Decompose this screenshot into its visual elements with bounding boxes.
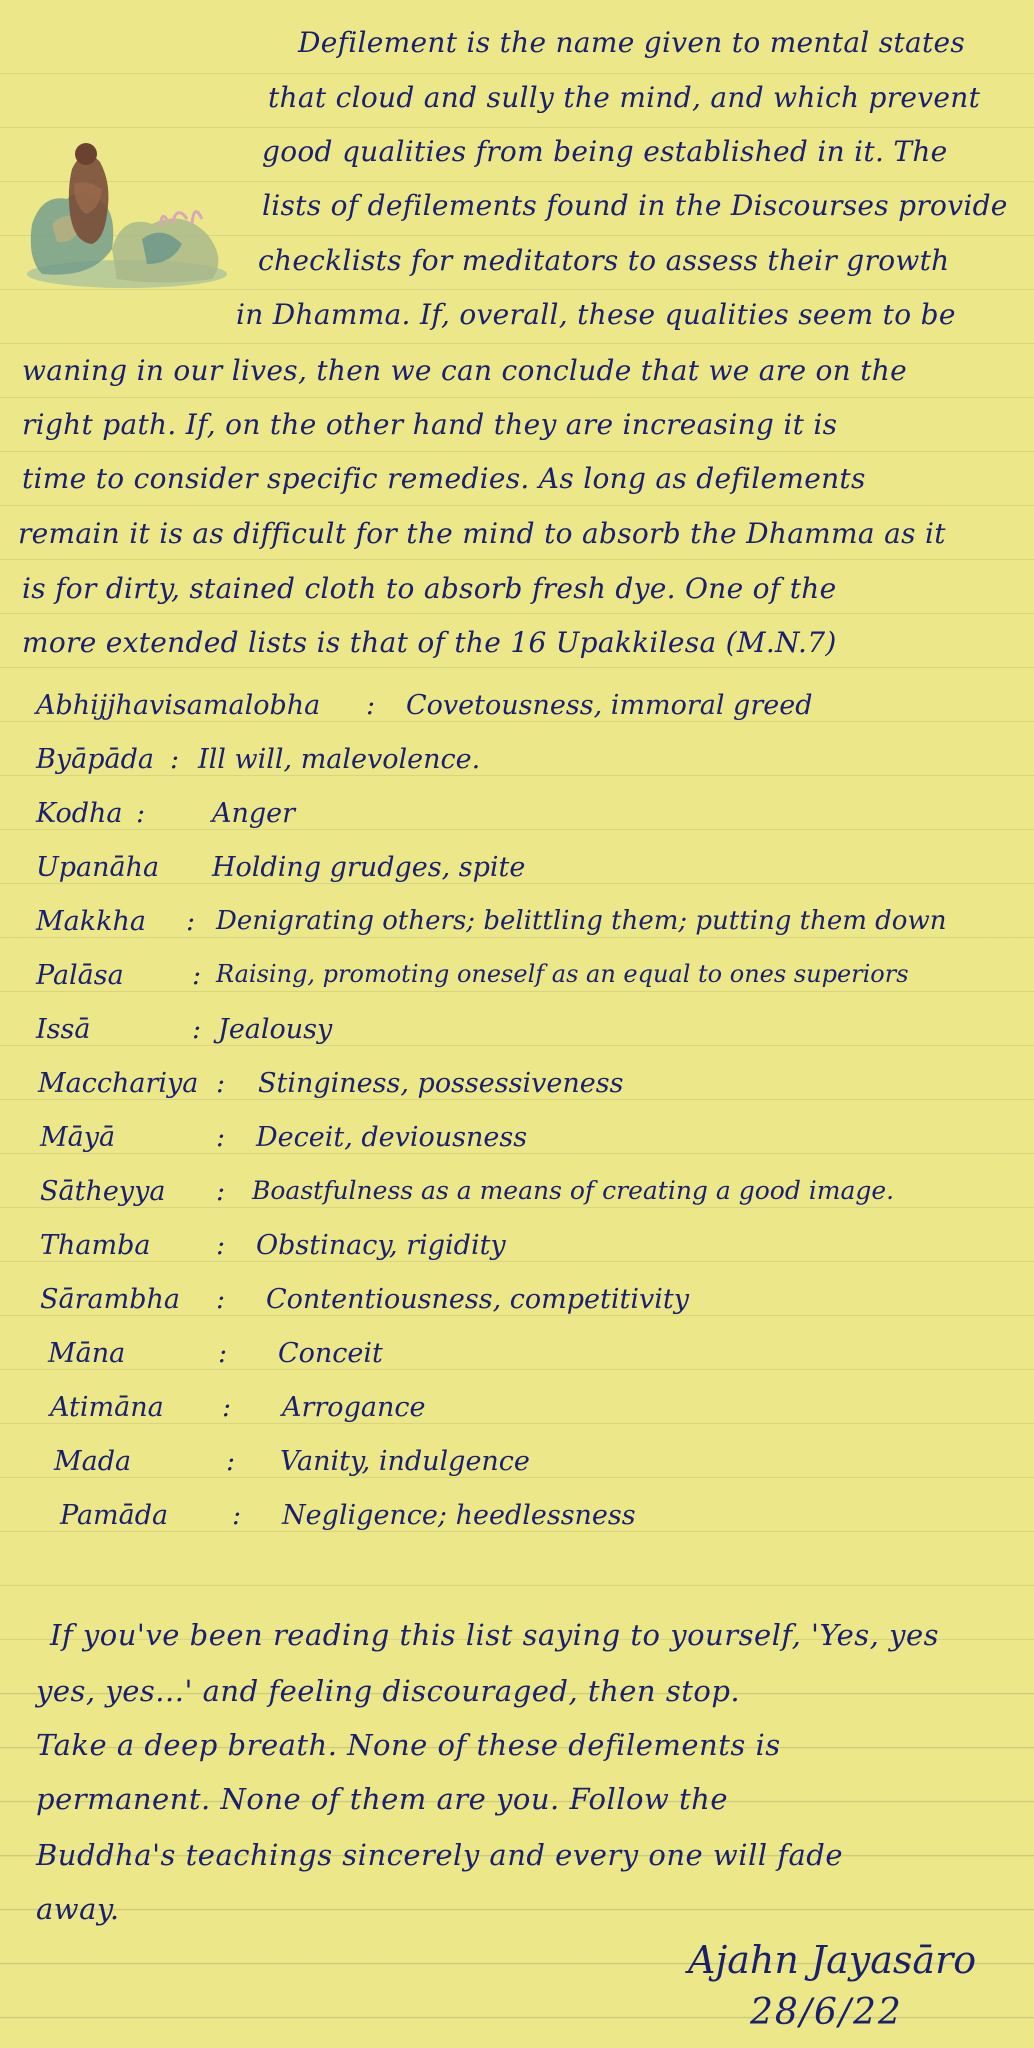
list-item [54, 1436, 1034, 1490]
intro-line-4: lists of defilements found in the Discourses provide [262, 189, 1008, 222]
defilement-term: Atimāna [50, 1392, 164, 1423]
list-item [60, 1490, 1034, 1544]
list-colon: : [192, 960, 202, 991]
defilement-term: Sārambha [40, 1284, 180, 1315]
defilement-meaning: Covetousness, immoral greed [406, 690, 813, 721]
intro-line-1: Defilement is the name given to mental states [298, 26, 966, 59]
list-colon: : [222, 1392, 232, 1423]
outro-line-6: away. [36, 1892, 120, 1926]
list-colon: : [216, 1176, 226, 1207]
defilement-term: Thamba [40, 1230, 151, 1261]
intro-line-9: time to consider specific remedies. As long as defilements [22, 462, 866, 495]
defilement-term: Issā [36, 1014, 91, 1045]
list-colon: : [216, 1230, 226, 1261]
intro-line-6: in Dhamma. If, overall, these qualities seem to be [236, 298, 956, 331]
list-item [36, 896, 1016, 950]
list-item [40, 1220, 1020, 1274]
intro-line-11: is for dirty, stained cloth to absorb fresh dye. One of the [22, 572, 837, 605]
defilement-meaning: Holding grudges, spite [212, 852, 526, 883]
author-signature: Ajahn Jayasāro [688, 1938, 977, 1982]
list-item [50, 1382, 1030, 1436]
list-item [36, 1004, 1016, 1058]
intro-line-5: checklists for meditators to assess their growth [258, 244, 950, 277]
list-colon: : [218, 1338, 228, 1369]
defilement-meaning: Ill will, malevolence. [198, 744, 481, 775]
defilement-meaning: Conceit [278, 1338, 383, 1369]
intro-line-8: right path. If, on the other hand they are increasing it is [22, 408, 838, 441]
list-item [36, 680, 1016, 734]
defilement-term: Abhijjhavisamalobha [36, 690, 321, 721]
defilement-term: Kodha [36, 798, 123, 829]
signature-date: 28/6/22 [750, 1992, 903, 2033]
defilement-meaning: Boastfulness as a means of creating a good image. [252, 1176, 895, 1205]
defilement-meaning: Deceit, deviousness [256, 1122, 528, 1153]
defilement-term: Mada [54, 1446, 132, 1477]
defilement-meaning: Jealousy [218, 1014, 333, 1045]
list-item [48, 1328, 1028, 1382]
intro-line-10: remain it is as difficult for the mind to absorb the Dhamma as it [18, 517, 946, 550]
defilement-meaning: Negligence; heedlessness [282, 1500, 636, 1531]
list-item [38, 1058, 1018, 1112]
list-item [36, 842, 1016, 896]
defilement-term: Palāsa [36, 960, 124, 991]
list-colon: : [186, 906, 196, 937]
defilement-term: Upanāha [36, 852, 160, 883]
outro-line-5: Buddha's teachings sincerely and every one will fade [36, 1838, 843, 1872]
intro-line-2: that cloud and sully the mind, and which prevent [268, 81, 981, 114]
defilement-meaning: Denigrating others; belittling them; putting them down [216, 906, 947, 936]
defilement-term: Macchariya [38, 1068, 199, 1099]
list-colon: : [192, 1014, 202, 1045]
outro-line-4: permanent. None of them are you. Follow the [36, 1782, 729, 1816]
defilement-term: Māna [48, 1338, 126, 1369]
outro-line-2: yes, yes...' and feeling discouraged, then stop. [36, 1674, 741, 1708]
list-colon: : [216, 1122, 226, 1153]
defilement-meaning: Stinginess, possessiveness [258, 1068, 624, 1099]
defilement-term: Makkha [36, 906, 146, 937]
list-item [40, 1274, 1020, 1328]
intro-line-7: waning in our lives, then we can conclude that we are on the [22, 354, 907, 387]
defilement-meaning: Vanity, indulgence [280, 1446, 530, 1477]
defilement-term: Pamāda [60, 1500, 169, 1531]
list-item [36, 950, 1016, 1004]
list-item [40, 1166, 1020, 1220]
defilement-meaning: Anger [212, 798, 296, 829]
defilement-term: Māyā [40, 1122, 116, 1153]
monk-watercolor-illustration [22, 74, 232, 288]
outro-line-1: If you've been reading this list saying to yourself, 'Yes, yes [50, 1618, 940, 1652]
defilement-meaning: Contentiousness, competitivity [266, 1284, 689, 1315]
list-colon: : [232, 1500, 242, 1531]
defilement-term: Sātheyya [40, 1176, 166, 1207]
defilement-meaning: Obstinacy, rigidity [256, 1230, 506, 1261]
defilement-meaning: Raising, promoting oneself as an equal to ones superiors [216, 960, 909, 988]
outro-line-3: Take a deep breath. None of these defilements is [36, 1728, 781, 1762]
list-colon: : [170, 744, 180, 775]
intro-line-12: more extended lists is that of the 16 Upakkilesa (M.N.7) [22, 626, 837, 659]
intro-line-3: good qualities from being established in it. The [262, 135, 948, 168]
list-colon: : [366, 690, 376, 721]
list-colon: : [216, 1068, 226, 1099]
defilement-meaning: Arrogance [282, 1392, 426, 1423]
list-item [40, 1112, 1020, 1166]
defilement-term: Byāpāda [36, 744, 154, 775]
list-colon: : [216, 1284, 226, 1315]
list-colon: : [136, 798, 146, 829]
list-item [36, 734, 1016, 788]
list-colon: : [226, 1446, 236, 1477]
list-item [36, 788, 1016, 842]
